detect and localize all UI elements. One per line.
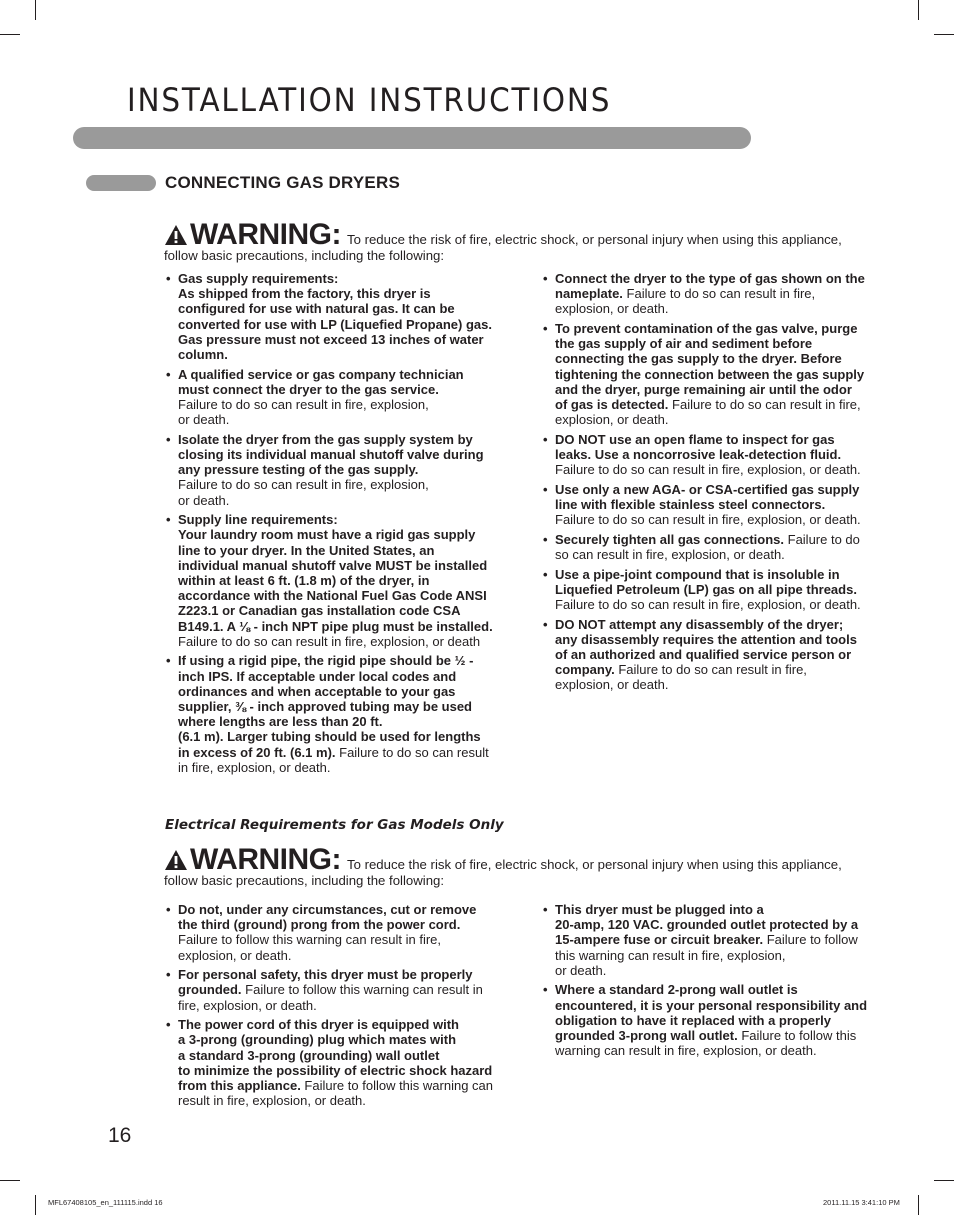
electrical-section-title: Electrical Requirements for Gas Models Only (165, 817, 504, 833)
list-item-text: Failure to do so can result in fire, explosion, or death. (555, 597, 861, 613)
list-item (542, 432, 867, 478)
title-bar (73, 127, 751, 149)
crop-mark (918, 1195, 919, 1215)
list-item (542, 902, 872, 978)
warning-triangle-icon (164, 224, 188, 246)
list-item-text: Failure to follow this warning can result in fire, explosion, or death. (555, 932, 858, 978)
warning-block (164, 218, 864, 264)
list-item-text: Failure to do so can result in fire, explosion, or death. (555, 397, 861, 428)
list-item (542, 617, 867, 693)
warning-heading (164, 218, 341, 251)
list-item-bold-text: The power cord of this dryer is equipped with a 3-prong (grounding) plug which mates with a standard 3-prong (grounding) wall outlet to minimize the possibility of electric shock hazard from this appliance. (178, 1017, 493, 1094)
list-item-bold-text: Use only a new AGA- or CSA-certified gas supply line with flexible stainless steel connectors. (555, 481, 860, 513)
warning-block (164, 843, 864, 889)
list-item-text: Failure to do so can result in fire, explosion, or death. (555, 462, 861, 478)
list-item-text: Failure to do so can result in fire, explosion, or death. (555, 662, 807, 693)
list-item-text: Failure to follow this warning can result in fire, explosion, or death. (555, 1028, 857, 1059)
warning-text: To reduce the risk of fire, electric shock, or personal injury when using this appliance, follow basic precautions, including the following: (164, 232, 842, 263)
list-item-bold-text: Use a pipe-joint compound that is insoluble in Liquefied Petroleum (LP) gas on all pipe threads. (555, 566, 857, 597)
crop-mark (35, 0, 36, 20)
list-item-text: Failure to follow this warning can result in fire, explosion, or death. (178, 932, 442, 963)
list-item (165, 967, 495, 1013)
page-number: 16 (108, 1124, 132, 1147)
footer-file-info: MFL67408105_en_111115.indd 16 (48, 1198, 163, 1207)
crop-mark (918, 0, 919, 20)
list-item-bold-text: Do not, under any circumstances, cut or remove the third (ground) prong from the power cord. (178, 902, 477, 933)
list-item-bold-text: Where a standard 2-prong wall outlet is encountered, it is your personal responsibility and obligation to have it replaced with a properly grounded 3-prong wall outlet. (555, 982, 868, 1044)
elec-left-column (165, 902, 495, 1113)
list-item-text: Failure to follow this warning can result in fire, explosion, or death. (178, 982, 483, 1013)
gas-right-list (542, 271, 867, 693)
list-item-text: Failure to follow this warning can result in fire, explosion, or death. (178, 1078, 494, 1109)
list-item (542, 567, 867, 613)
elec-right-column (542, 902, 872, 1063)
list-item-text: Failure to do so can result in fire, explosion, or death. (555, 531, 860, 563)
list-item (165, 432, 495, 508)
list-item (165, 1017, 495, 1108)
list-item (165, 653, 495, 775)
gas-left-column (165, 271, 495, 779)
list-item-bold-text: Gas supply requirements: As shipped from the factory, this dryer is configured for use with natural gas. It can be converted for use with LP (Liquefied Propane) gas. Gas pressure must not exceed 13 inches of water column. (178, 271, 492, 363)
list-item-bold-text: Securely tighten all gas connections. (555, 531, 785, 547)
list-item-text: Failure to do so can result in fire, explosion, or death (178, 633, 481, 649)
list-item-text: Failure to do so can result in fire, explosion, or death. (178, 397, 429, 428)
gas-right-column (542, 271, 867, 697)
list-item (542, 271, 867, 317)
elec-left-list (165, 902, 495, 1108)
crop-mark (0, 1180, 20, 1181)
list-item (165, 271, 495, 362)
list-item (165, 367, 495, 428)
list-item-bold-text: If using a rigid pipe, the rigid pipe should be ½ - inch IPS. If acceptable under local codes and ordinances and when acceptable to your gas supplier, ⅜ - inch approved tubing may be used where lengths are less than 20 ft. (6.1 m). Larger tubing should be used for lengths in excess of 20 ft. (6.1 m). (178, 653, 481, 760)
list-item-bold-text: A qualified service or gas company technician must connect the dryer to the gas service. (178, 366, 464, 397)
list-item-text: Failure to do so can result in fire, explosion, or death. (555, 286, 816, 317)
elec-right-list (542, 902, 872, 1058)
list-item (165, 512, 495, 649)
crop-mark (934, 34, 954, 35)
list-item (165, 902, 495, 963)
list-item-bold-text: Isolate the dryer from the gas supply system by closing its individual manual shutoff valve during any pressure testing of the gas supply. (178, 431, 484, 478)
section-title: CONNECTING GAS DRYERS (165, 173, 400, 192)
list-item-bold-text: This dryer must be plugged into a 20-amp, 120 VAC. grounded outlet protected by a 15-ampere fuse or circuit breaker. (555, 902, 859, 948)
footer-timestamp: 2011.11.15 3:41:10 PM (823, 1198, 900, 1207)
list-item (542, 532, 867, 562)
section-pill (86, 175, 156, 191)
list-item (542, 321, 867, 427)
crop-mark (35, 1195, 36, 1215)
list-item-text: Failure to do so can result in fire, explosion, or death. (178, 477, 429, 508)
warning-text: To reduce the risk of fire, electric shock, or personal injury when using this appliance, follow basic precautions, including the following: (164, 857, 842, 888)
list-item-text: Failure to do so can result in fire, explosion, or death. (178, 744, 489, 775)
list-item (542, 482, 867, 528)
list-item-bold-text: To prevent contamination of the gas valve, purge the gas supply of air and sediment before connecting the gas supply to the dryer. Before tightening the connection between the gas supply and the dryer, purge remaining air until the odor of gas is detected. (555, 321, 865, 413)
crop-mark (0, 34, 20, 35)
list-item-bold-text: For personal safety, this dryer must be properly grounded. (178, 967, 473, 998)
warning-word: WARNING: (190, 218, 341, 251)
crop-mark (934, 1180, 954, 1181)
list-item-bold-text: Connect the dryer to the type of gas shown on the nameplate. (555, 271, 865, 302)
list-item-bold-text: DO NOT attempt any disassembly of the dryer; any disassembly requires the attention and tools of an authorized and qualified service person or company. (555, 616, 857, 678)
page-title: INSTALLATION INSTRUCTIONS (127, 81, 612, 119)
warning-triangle-icon (164, 849, 188, 871)
list-item-text: Failure to do so can result in fire, explosion, or death. (555, 512, 861, 528)
warning-heading (164, 843, 341, 876)
list-item (542, 982, 872, 1058)
gas-left-list (165, 271, 495, 775)
warning-word: WARNING: (190, 843, 341, 876)
list-item-bold-text: Supply line requirements: Your laundry room must have a rigid gas supply line to your dryer. In the United States, an individual manual shutoff valve MUST be installed within at least 6 ft. (1.8 m) of the dryer, in accordance with the National Fuel Gas Code ANSI Z223.1 or Canadian gas installation code CSA B149.1. A ⅛ - inch NPT pipe plug must be installed. (178, 512, 493, 634)
list-item-bold-text: DO NOT use an open flame to inspect for gas leaks. Use a noncorrosive leak-detection fluid. (555, 431, 842, 463)
